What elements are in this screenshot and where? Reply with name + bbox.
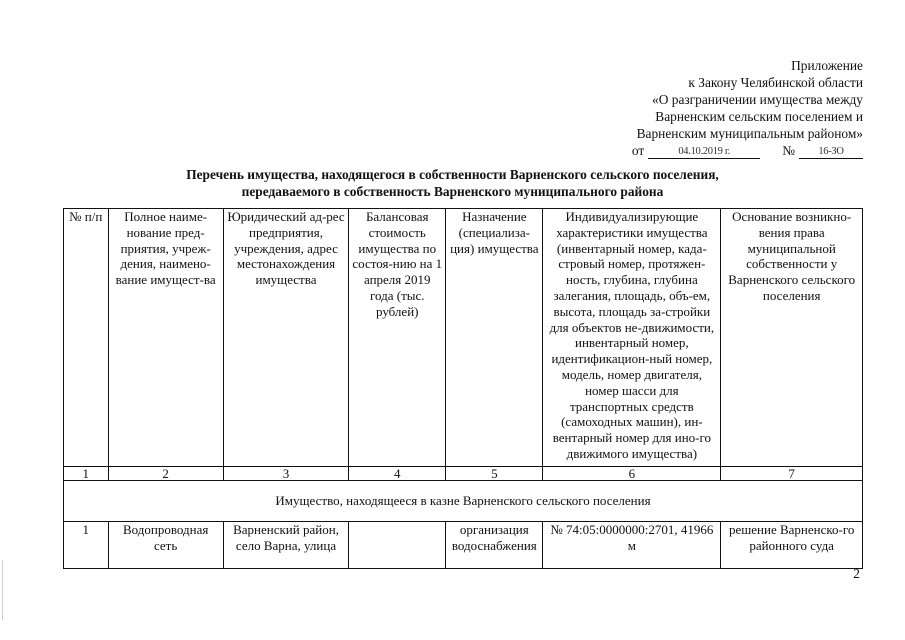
- law-number: 16-ЗО: [799, 146, 863, 159]
- section-row: [64, 481, 863, 522]
- column-number: 1: [64, 467, 109, 481]
- page-number: 2: [853, 566, 860, 581]
- header-cell-number: № п/п: [64, 209, 109, 467]
- appendix-line: «О разграничении имущества между: [652, 92, 863, 107]
- property-table: [63, 208, 863, 569]
- header-cell-address: Юридический ад-рес предприятия, учреждения, адрес местонахождения имущества: [223, 209, 348, 467]
- column-number: 6: [543, 467, 721, 481]
- appendix-line: Приложение: [791, 58, 863, 73]
- section-title: Имущество, находящееся в казне Варненского сельского поселения: [64, 481, 863, 522]
- row-characteristics: № 74:05:0000000:2701, 41966 м: [543, 522, 721, 569]
- header-cell-purpose: Назначение (специализа-ция) имущества: [446, 209, 543, 467]
- title-line-2: передаваемого в собственность Варненского муниципального района: [241, 184, 664, 199]
- number-label: №: [782, 143, 795, 158]
- scan-margin-mark: [2, 560, 3, 620]
- column-number: 2: [108, 467, 223, 481]
- header-cell-basis: Основание возникно-вения права муниципальной собственности у Варненского сельского поселения: [721, 209, 863, 467]
- title-line-1: Перечень имущества, находящегося в собственности Варненского сельского поселения,: [186, 167, 719, 182]
- column-number: 3: [223, 467, 348, 481]
- appendix-block: [632, 57, 863, 159]
- from-label: от: [631, 143, 645, 158]
- header-cell-balance: Балансовая стоимость имущества по состоя-нию на 1 апреля 2019 года (тыс. рублей): [349, 209, 446, 467]
- column-number: 4: [349, 467, 446, 481]
- row-number: 1: [64, 522, 109, 569]
- table-header-row: [64, 209, 863, 467]
- row-basis: решение Варненско-го районного суда: [721, 522, 863, 569]
- header-cell-characteristics: Индивидуализирующие характеристики имущества (инвентарный номер, када-стровый номер, протяжен-ность, глубина, глубина залегания, площадь, объ-ем, высота, площадь за-стройки для объектов не-движимости, инвентарный номер, идентификацион-ный номер, модель, номер двигателя, номер шасси для транспортных средств (самоходных машин), ин-вентарный номер для ино-го движимого имущества): [543, 209, 721, 467]
- law-date: 04.10.2019 г.: [648, 146, 760, 159]
- row-balance: [349, 522, 446, 569]
- table-row: [64, 522, 863, 569]
- row-purpose: организация водоснабжения: [446, 522, 543, 569]
- document-title: [60, 166, 845, 200]
- signature-line: [632, 142, 863, 159]
- column-number: 5: [446, 467, 543, 481]
- column-number-row: [64, 467, 863, 481]
- column-number: 7: [721, 467, 863, 481]
- row-name: Водопроводная сеть: [108, 522, 223, 569]
- header-cell-name: Полное наиме-нование пред-приятия, учреж-дения, наимено-вание имущест-ва: [108, 209, 223, 467]
- appendix-line: Варненским муниципальным районом»: [636, 126, 863, 141]
- appendix-line: к Закону Челябинской области: [688, 75, 863, 90]
- appendix-line: Варненским сельским поселением и: [655, 109, 863, 124]
- row-address: Варненский район, село Варна, улица: [223, 522, 348, 569]
